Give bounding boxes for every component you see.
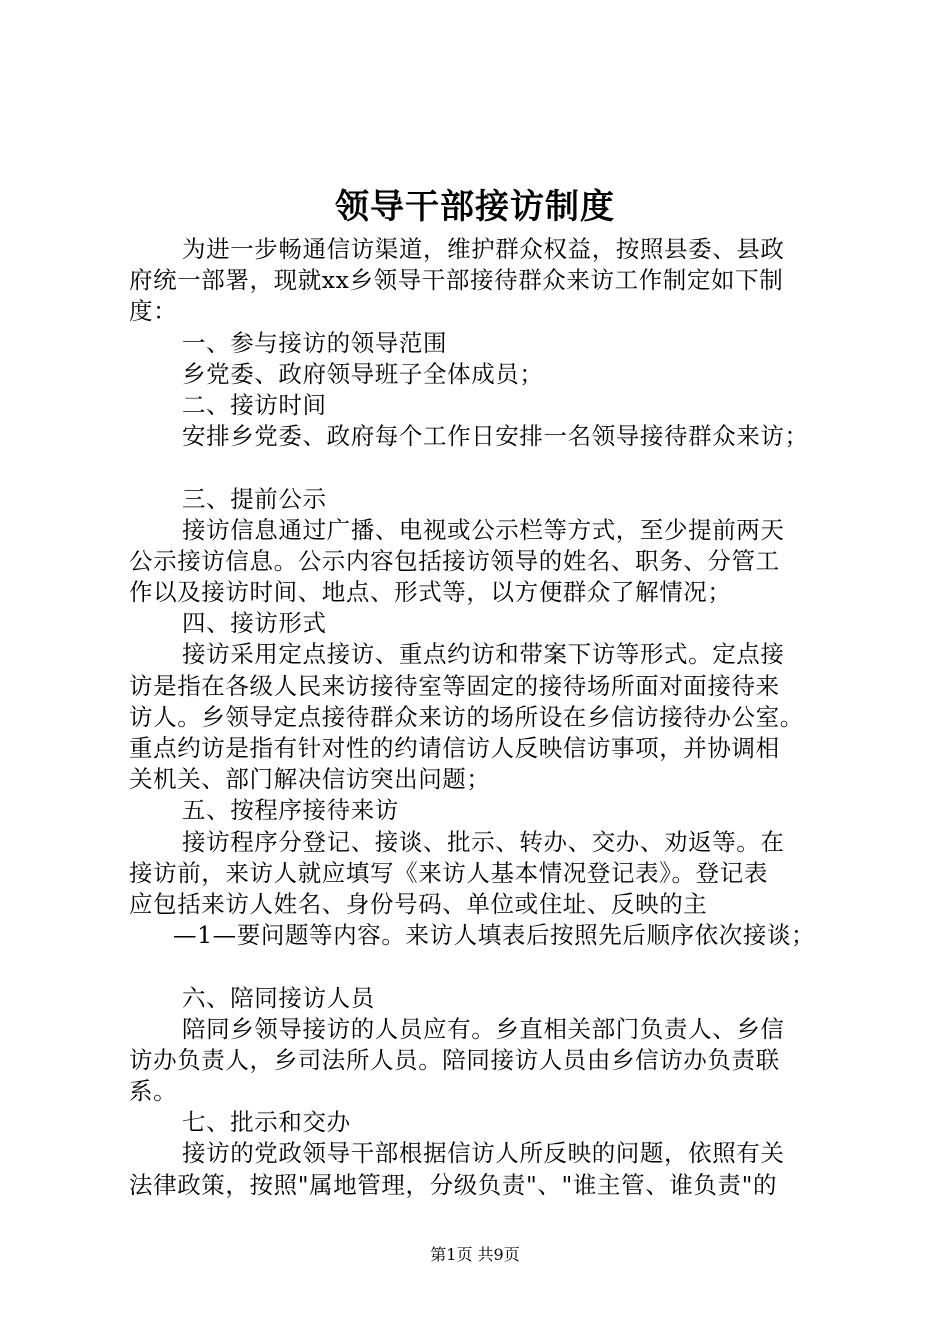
paragraph-line: 接访前，来访人就应填写《来访人基本情况登记表》。登记表 — [129, 858, 768, 887]
section-heading: 二、接访时间 — [182, 390, 327, 419]
paragraph-line: 乡党委、政府领导班子全体成员； — [182, 359, 544, 388]
section-heading: 六、陪同接访人员 — [182, 983, 375, 1012]
section-heading: 四、接访形式 — [182, 609, 327, 638]
paragraph-line: 为进一步畅通信访渠道，维护群众权益，按照县委、县政 — [182, 235, 785, 263]
paragraph-line: 访是指在各级人民来访接待室等固定的接待场所面对面接待来 — [129, 671, 780, 700]
section-heading: 一、参与接访的领导范围 — [182, 328, 448, 357]
section-heading: 五、按程序接待来访 — [182, 796, 399, 825]
paragraph-line: 接访采用定点接访、重点约访和带案下访等形式。定点接 — [182, 640, 785, 669]
document-body — [129, 234, 849, 1201]
paragraph-line: 陪同乡领导接访的人员应有。乡直相关部门负责人、乡信 — [182, 1014, 785, 1043]
paragraph-line: 应包括来访人姓名、身份号码、单位或住址、反映的主 — [129, 889, 708, 918]
paragraph-line: 公示接访信息。公示内容包括接访领导的姓名、职务、分管工 — [129, 546, 780, 575]
paragraph-line: 访人。乡领导定点接待群众来访的场所设在乡信访接待办公室。 — [129, 702, 804, 731]
page-number-footer: 第1页 共9页 — [430, 1245, 520, 1264]
paragraph-line: 系。 — [129, 1077, 178, 1106]
paragraph-line: 访办负责人，乡司法所人员。陪同接访人员由乡信访办负责联 — [129, 1045, 780, 1074]
paragraph-line: 度： — [129, 297, 178, 326]
paragraph-line: 府统一部署，现就xx乡领导干部接待群众来访工作制定如下制 — [129, 266, 784, 295]
document-title: 领导干部接访制度 — [335, 187, 615, 227]
paragraph-line: —1—要问题等内容。来访人填表后按照先后顺序依次接谈； — [173, 921, 816, 950]
paragraph-line: 法律政策，按照"属地管理，分级负责"、"谁主管、谁负责"的 — [129, 1170, 778, 1199]
paragraph-line: 关机关、部门解决信访突出问题； — [129, 765, 491, 794]
paragraph-line: 重点约访是指有针对性的约请信访人反映信访事项，并协调相 — [129, 734, 780, 762]
paragraph-line: 接访程序分登记、接谈、批示、转办、交办、劝返等。在 — [182, 827, 785, 856]
paragraph-line: 作以及接访时间、地点、形式等，以方便群众了解情况； — [129, 578, 732, 607]
blank-line — [129, 452, 849, 483]
section-heading: 七、批示和交办 — [182, 1108, 351, 1137]
paragraph-line: 接访的党政领导干部根据信访人所反映的问题，依照有关 — [182, 1139, 785, 1168]
blank-line — [129, 951, 849, 982]
paragraph-line: 安排乡党委、政府每个工作日安排一名领导接待群众来访； — [182, 422, 809, 451]
paragraph-line: 接访信息通过广播、电视或公示栏等方式，至少提前两天 — [182, 515, 785, 544]
section-heading: 三、提前公示 — [182, 484, 327, 513]
